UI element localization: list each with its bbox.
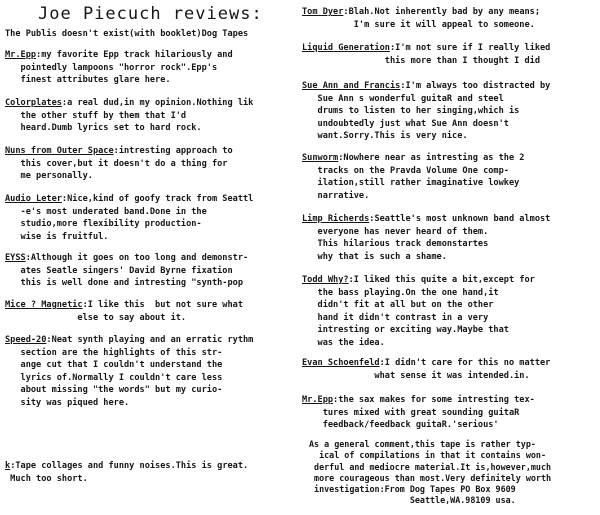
review-text: :Blah.Not inherently bad by any means; — [343, 7, 541, 17]
review-text: intresting or exciting way.Maybe that — [302, 325, 509, 336]
review-item — [5, 49, 295, 87]
band-name: Mice ? Magnetic — [5, 300, 83, 310]
review-text: wise is fruitful. — [5, 231, 109, 242]
review-text: was the idea. — [302, 337, 385, 348]
review-text: :I'm not sure if I really liked — [389, 43, 551, 53]
review-text: me personally. — [5, 171, 93, 182]
review-item — [302, 274, 598, 350]
review-text: tracks on the Pravda Volume One comp- — [302, 165, 509, 176]
review-item — [302, 213, 598, 263]
review-text: :Nice,kind of goofy track from Seattl — [61, 194, 254, 204]
band-name: Speed-20 — [5, 335, 47, 345]
band-name: Mr.Epp — [302, 395, 334, 405]
band-name: Colorplates — [5, 98, 62, 108]
review-item — [302, 394, 598, 432]
review-text: :the sax makes for some intresting tex- — [333, 395, 535, 405]
review-text: the bass playing.On the one hand,it — [302, 287, 499, 298]
review-text: tures mixed with great sounding guitaR — [302, 407, 520, 418]
review-item — [302, 152, 598, 202]
review-item — [5, 193, 295, 243]
band-name: Tom Dyer — [302, 7, 344, 17]
review-text: why that is such a shame. — [302, 251, 447, 262]
band-name: Liquid Generation — [302, 43, 390, 53]
review-text: :Although it goes on too long and demonstr- — [25, 253, 249, 263]
review-text: :I like this but not sure what — [82, 300, 243, 310]
tape-title: The Publis doesn't exist(with booklet)Dog Tapes — [5, 29, 249, 39]
review-text: else to say about it. — [5, 312, 187, 323]
review-text: section are the highlights of this str- — [5, 347, 223, 358]
review-item — [302, 80, 598, 143]
review-text: undoubtedly just what Sue Ann doesn't — [302, 118, 509, 129]
review-text: about missing "the words" but my curio- — [5, 385, 223, 396]
band-name: Todd Why? — [302, 275, 349, 285]
comment-line: investigation:From Dog Tapes PO Box 9609 — [309, 484, 516, 495]
band-name: Limp Richerds — [302, 214, 370, 224]
review-text: :my favorite Epp track hilariously and — [36, 50, 233, 60]
review-text: this cover,but it doesn't do a thing for — [5, 158, 228, 169]
review-text: :Tape collages and funny noises.This is great. — [10, 461, 249, 471]
review-item — [302, 357, 598, 382]
review-text: studio,more flexibility production- — [5, 219, 202, 230]
review-text: Sue Ann s wonderful guitaR and steel — [302, 93, 504, 104]
review-item — [5, 460, 300, 485]
review-item — [302, 42, 598, 67]
review-text: narrative. — [302, 190, 370, 201]
review-item — [5, 97, 295, 135]
review-text: pointedly lampoons "horror rock".Epp's — [5, 62, 218, 73]
band-name: k — [5, 461, 11, 471]
comment-line: derful and mediocre material.It is,however,much — [309, 461, 552, 472]
band-name: EYSS — [5, 253, 26, 263]
review-text: -e's most underated band.Done in the — [5, 206, 207, 217]
review-text: Much too short. — [5, 473, 88, 484]
review-text: finest attributes glare here. — [5, 75, 171, 86]
review-text: ange cut that I couldn't understand the — [5, 360, 223, 371]
review-text: the other stuff by them that I'd — [5, 110, 187, 121]
closing-comment — [309, 439, 551, 507]
review-text: ates Seatle singers' David Byrne fixation — [5, 265, 233, 276]
review-text: :a real dud,in my opinion.Nothing lik — [61, 98, 254, 108]
review-text: :Nowhere near as intresting as the 2 — [338, 153, 525, 163]
band-name: Sunworm — [302, 153, 339, 163]
review-text: heard.Dumb lyrics set to hard rock. — [5, 123, 202, 134]
page-title: Joe Piecuch reviews: — [38, 4, 263, 24]
review-text: want.Sorry.This is very nice. — [302, 131, 468, 142]
review-text: drums to listen to her singing,which is — [302, 106, 520, 117]
review-text: :I didn't care for this no matter — [379, 358, 551, 368]
comment-line: more courageous than most.Very definitely worth — [309, 472, 552, 483]
review-item — [5, 334, 300, 410]
band-name: Mr.Epp — [5, 50, 37, 60]
review-item — [302, 6, 598, 31]
review-text: This hilarious track demonstartes — [302, 239, 489, 250]
review-text: :I'm always too distracted by — [400, 81, 551, 91]
review-text: didn't fit at all but on the other — [302, 300, 494, 311]
review-text: ilation,still rather imaginative lowkey — [302, 178, 520, 189]
comment-line: Seattle,WA.98109 usa. — [309, 495, 516, 506]
review-text: this more than I thought I did — [302, 55, 540, 66]
review-text: everyone has never heard of them. — [302, 226, 489, 237]
review-item — [5, 299, 295, 324]
review-text: :intresting approach to — [113, 146, 233, 156]
review-item — [5, 145, 295, 183]
review-text: lyrics of.Normally I couldn't care less — [5, 372, 223, 383]
band-name: Evan Schoenfeld — [302, 358, 380, 368]
review-text: :I liked this quite a bit,except for — [348, 275, 535, 285]
review-text: this is well done and intresting "synth-pop — [5, 278, 243, 289]
review-text: :Neat synth playing and an erratic rythm — [46, 335, 254, 345]
band-name: Sue Ann and Francis — [302, 81, 401, 91]
review-text: :Seattle's most unknown band almost — [369, 214, 551, 224]
review-text: I'm sure it will appeal to someone. — [302, 19, 535, 30]
comment-line: As a general comment,this tape is rather typ- — [309, 439, 536, 449]
band-name: Audio Leter — [5, 194, 62, 204]
review-text: sity was piqued here. — [5, 397, 130, 408]
review-item — [5, 252, 300, 290]
comment-line: ical of compilations in that it contains won- — [309, 450, 546, 461]
review-text: what sense it was intended.in. — [302, 370, 530, 381]
review-text: hand it didn't contrast in a very — [302, 312, 489, 323]
band-name: Nuns from Outer Space — [5, 146, 114, 156]
review-text: feedback/feedback guitaR.'serious' — [302, 420, 499, 431]
